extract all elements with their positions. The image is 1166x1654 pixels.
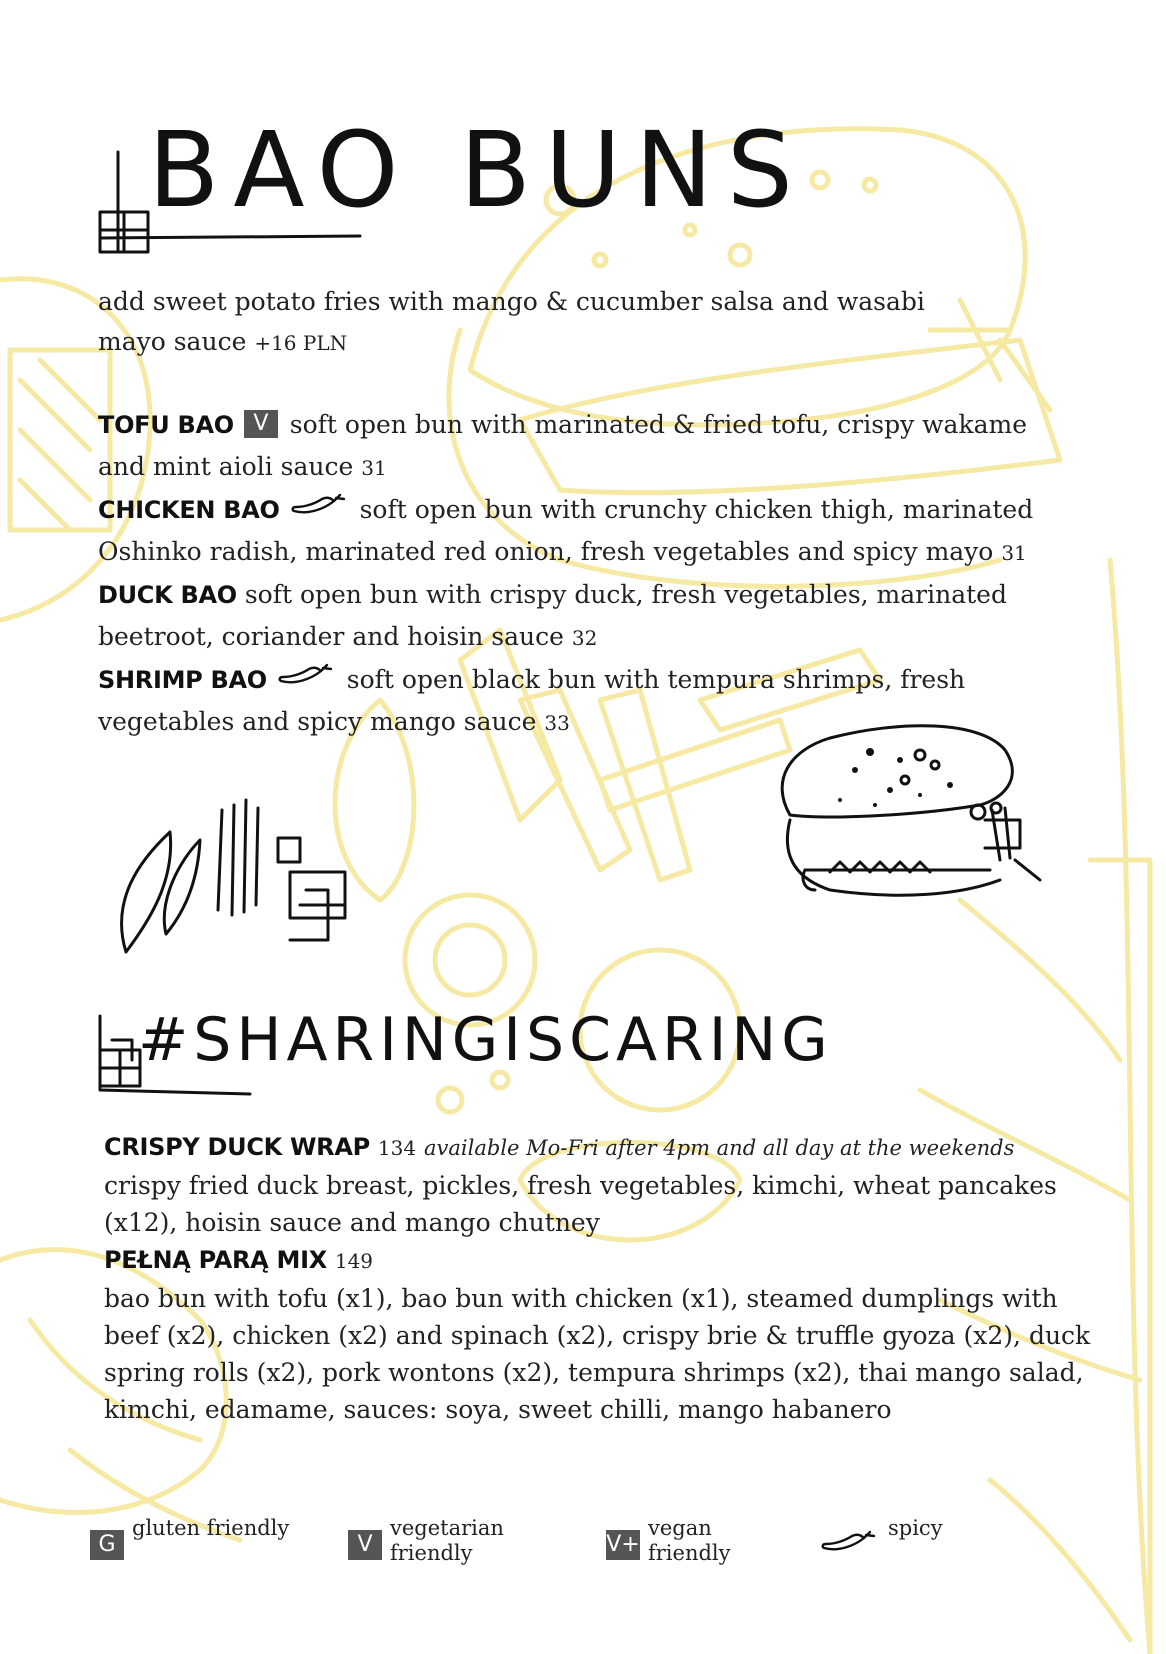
item-description: soft open bun with crunchy chicken thigh, marinated Oshinko radish, marinated red onion, fresh vegetables and spicy mayo	[98, 495, 1034, 566]
vegan-badge: V+	[606, 1530, 640, 1560]
legend-spicy	[818, 1516, 943, 1554]
item-name: SHRIMP BAO	[98, 666, 267, 694]
sharing-menu	[104, 1128, 1094, 1428]
legend-line: vegan	[648, 1516, 712, 1540]
menu-item	[98, 659, 1058, 744]
legend-label	[888, 1516, 943, 1541]
item-name: CRISPY DUCK WRAP	[104, 1133, 370, 1161]
page-title: BAO BUNS	[148, 109, 807, 231]
legend-vegetarian-friendly	[348, 1516, 504, 1566]
item-description: soft open bun with crispy duck, fresh vegetables, marinated beetroot, coriander and hoisin sauce	[98, 580, 1007, 651]
intro-price: +16 PLN	[254, 331, 348, 355]
item-name: CHICKEN BAO	[98, 496, 280, 524]
menu-item	[98, 489, 1058, 574]
item-description: soft open black bun with tempura shrimps, fresh vegetables and spicy mango sauce	[98, 665, 966, 736]
item-price: 31	[1001, 541, 1027, 565]
intro-addon	[98, 282, 978, 363]
legend-line: friendly	[648, 1541, 731, 1565]
vegetarian-badge: V	[244, 410, 278, 438]
item-price: 31	[361, 456, 387, 480]
item-price: 134	[377, 1136, 417, 1160]
item-description: soft open bun with marinated & fried tofu, crispy wakame and mint aioli sauce	[98, 410, 1028, 481]
item-price: 149	[334, 1249, 374, 1273]
bao-menu	[98, 404, 1058, 744]
legend-label	[648, 1516, 731, 1566]
item-description: crispy fried duck breast, pickles, fresh vegetables, kimchi, wheat pancakes (x12), hoisin sauce and mango chutney	[104, 1171, 1057, 1237]
legend-label	[132, 1516, 289, 1541]
item-name: PEŁNĄ PARĄ MIX	[104, 1246, 327, 1274]
legend-gluten-friendly	[90, 1516, 289, 1560]
chili-pepper-icon	[290, 489, 348, 517]
gluten-friendly-badge: G	[90, 1530, 124, 1560]
legend-label	[390, 1516, 504, 1566]
legend-line: vegetarian	[390, 1516, 504, 1540]
menu-item	[104, 1128, 1094, 1241]
intro-text: add sweet potato fries with mango & cucumber salsa and wasabi mayo sauce	[98, 287, 925, 356]
chili-pepper-icon	[277, 659, 335, 687]
item-name: DUCK BAO	[98, 581, 237, 609]
item-availability-note: available Mo-Fri after 4pm and all day at the weekends	[424, 1136, 1015, 1160]
item-price: 32	[571, 626, 598, 650]
item-description: bao bun with tofu (x1), bao bun with chicken (x1), steamed dumplings with beef (x2), chicken (x2) and spinach (x2), crispy brie & truffle gyoza (x2), duck spring rolls (x2), pork wontons (x2), tempura shrimps (x2), thai mango salad, kimchi, edamame, sauces: soya, sweet chilli, mango habanero	[104, 1284, 1091, 1424]
item-price: 33	[544, 711, 570, 735]
menu-item	[104, 1241, 1094, 1428]
legend-line: spicy	[888, 1516, 943, 1540]
menu-item	[98, 404, 1058, 489]
legend-vegan-friendly	[606, 1516, 731, 1566]
chili-pepper-icon	[818, 1526, 880, 1554]
menu-item	[98, 574, 1058, 659]
section-title: #SHARINGISCARING	[138, 1005, 833, 1075]
item-name: TOFU BAO	[98, 411, 234, 439]
vegetarian-badge: V	[348, 1530, 382, 1560]
legend-line: friendly	[390, 1541, 473, 1565]
legend-line: gluten friendly	[132, 1516, 290, 1540]
